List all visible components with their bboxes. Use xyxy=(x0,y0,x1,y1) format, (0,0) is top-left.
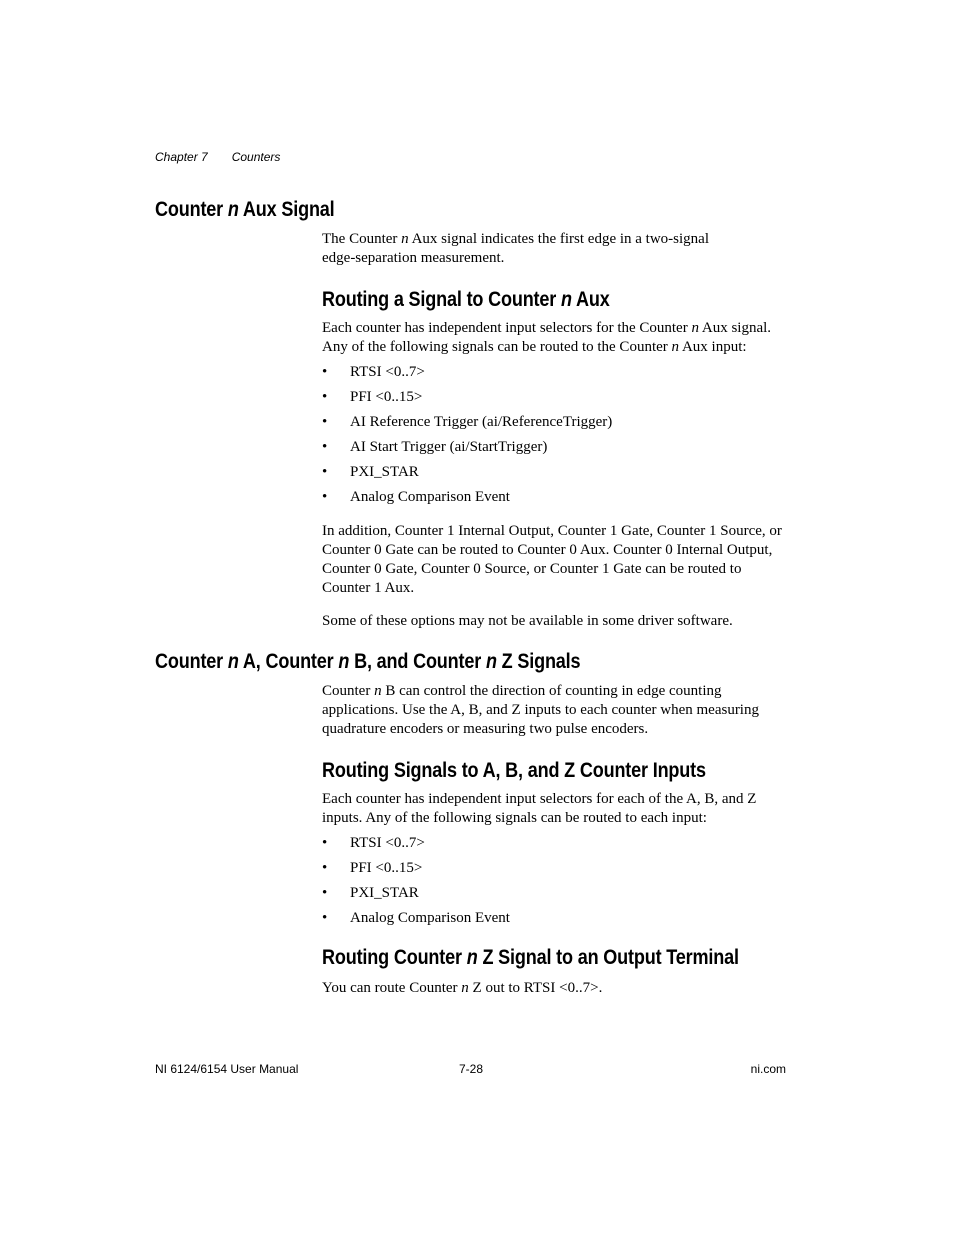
footer-page-number: 7-28 xyxy=(459,1062,484,1076)
heading-routing-signal-aux: Routing a Signal to Counter n Aux xyxy=(322,288,610,311)
list-item: • RTSI <0..7> xyxy=(322,835,425,851)
list-item: • PXI_STAR xyxy=(322,464,419,480)
para-options-note: Some of these options may not be available in some driver software. xyxy=(322,613,733,629)
list-item: • PFI <0..15> xyxy=(322,860,423,876)
list-item: • Analog Comparison Event xyxy=(322,910,510,926)
list-item: • PXI_STAR xyxy=(322,885,419,901)
chapter-title: Counters xyxy=(231,150,281,164)
list-item: • AI Reference Trigger (ai/ReferenceTrigger) xyxy=(322,414,613,430)
list-item: • PFI <0..15> xyxy=(322,389,423,405)
para-counter-b-direction: Counter n B can control the direction of counting in edge counting applications. Use the A, B, and Z inputs to each counter when measuring quadrature encoders or measuring two pulse encoders. xyxy=(322,683,759,737)
list-item: • AI Start Trigger (ai/StartTrigger) xyxy=(322,439,548,455)
para-aux-signal: The Counter n Aux signal indicates the first edge in a two-signal edge-separation measurement. xyxy=(322,231,710,266)
footer-manual-title: NI 6124/6154 User Manual xyxy=(155,1062,299,1076)
heading-routing-z-output: Routing Counter n Z Signal to an Output Terminal xyxy=(322,946,739,969)
para-in-addition: In addition, Counter 1 Internal Output, Counter 1 Gate, Counter 1 Source, or Counter 0 Gate can be routed to Counter 0 Aux. Counter 0 Internal Output, Counter 0 Gate, Counter 0 Source, or Counter 1 Gate can be routed to Counter 1 Aux. xyxy=(322,523,782,596)
running-header xyxy=(155,150,280,164)
footer-website: ni.com xyxy=(750,1062,786,1076)
heading-routing-abz-inputs: Routing Signals to A, B, and Z Counter Inputs xyxy=(322,759,706,782)
list-item: • RTSI <0..7> xyxy=(322,364,425,380)
heading-counter-aux-signal: Counter n Aux Signal xyxy=(155,198,335,221)
para-aux-selectors: Each counter has independent input selectors for the Counter n Aux signal. Any of the following signals can be routed to the Counter n Aux input: xyxy=(322,320,772,355)
chapter-label: Chapter 7 xyxy=(155,150,208,164)
aux-signal-list xyxy=(322,363,612,513)
para-z-out: You can route Counter n Z out to RTSI <0..7>. xyxy=(322,980,603,996)
para-abz-selectors: Each counter has independent input selectors for each of the A, B, and Z inputs. Any of the following signals can be routed to each input: xyxy=(322,791,757,826)
heading-counter-abz-signals: Counter n A, Counter n B, and Counter n Z Signals xyxy=(155,650,581,673)
abz-signal-list xyxy=(322,834,510,934)
list-item: • Analog Comparison Event xyxy=(322,489,510,505)
